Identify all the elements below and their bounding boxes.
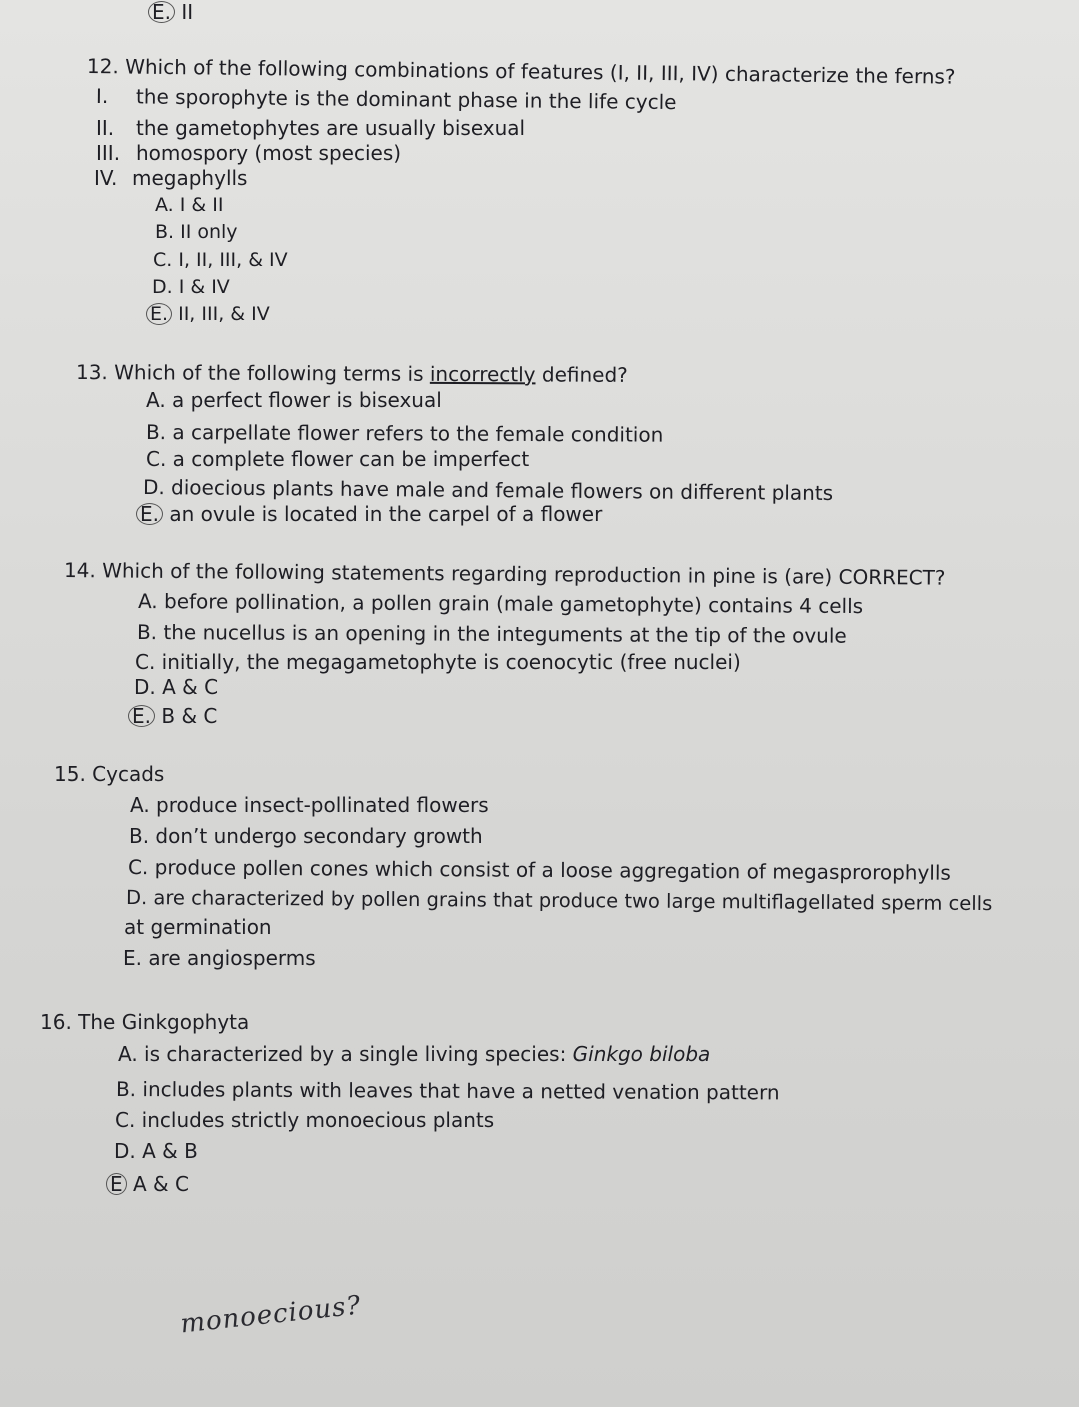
q12-option-c: C. I, II, III, & IV: [153, 249, 288, 271]
q15-stem: 15. Cycads: [54, 762, 165, 786]
q16-option-e-marked: E A & C: [110, 1172, 189, 1196]
q12-feature-2: II. the gametophytes are usually bisexual: [96, 116, 526, 140]
q13-option-b: B. a carpellate flower refers to the female condition: [145, 420, 664, 447]
q12-stem: 12. Which of the following combinations of features (I, II, III, IV) characterize the ferns?: [86, 54, 956, 89]
q16-option-a: A. is characterized by a single living species: Ginkgo biloba: [118, 1042, 711, 1066]
q14-option-b: B. the nucellus is an opening in the integuments at the tip of the ovule: [136, 620, 847, 648]
q12-option-d: D. I & IV: [152, 276, 230, 298]
answer-circle: E.: [136, 503, 163, 525]
top-fragment: E. II: [152, 0, 193, 24]
answer-circle: E.: [128, 705, 155, 727]
q13-option-d: D. dioecious plants have male and female flowers on different plants: [142, 475, 834, 506]
q14-option-d: D. A & C: [134, 675, 219, 699]
q13-option-e-marked: E. an ovule is located in the carpel of a flower: [140, 502, 602, 526]
q15-option-d-cont: at germination: [124, 915, 272, 939]
q16-option-d: D. A & B: [114, 1139, 198, 1163]
q13-option-a: A. a perfect flower is bisexual: [146, 388, 442, 412]
answer-circle: E: [106, 1173, 127, 1195]
handwritten-note: monoecious?: [178, 1290, 363, 1340]
q12-feature-4: IV. megaphylls: [94, 166, 248, 190]
q15-option-b: B. don’t undergo secondary growth: [129, 824, 483, 848]
q15-option-a: A. produce insect-pollinated flowers: [130, 793, 489, 817]
q12-option-a: A. I & II: [155, 194, 224, 216]
q15-option-d: D. are characterized by pollen grains that produce two large multiflagellated sperm cells: [125, 886, 993, 916]
q14-option-c: C. initially, the megagametophyte is coenocytic (free nuclei): [135, 650, 741, 674]
q15-option-c: C. produce pollen cones which consist of a loose aggregation of megasprorophylls: [127, 855, 951, 885]
answer-circle: E.: [148, 1, 175, 23]
q13-option-c: C. a complete flower can be imperfect: [146, 447, 530, 471]
q16-stem: 16. The Ginkgophyta: [40, 1010, 250, 1034]
q14-option-a: A. before pollination, a pollen grain (male gametophyte) contains 4 cells: [137, 589, 864, 619]
q12-feature-3: III. homospory (most species): [96, 141, 402, 165]
q14-stem: 14. Which of the following statements regarding reproduction in pine is (are) CORRECT?: [63, 558, 946, 590]
q13-stem: 13. Which of the following terms is incorrectly defined?: [75, 360, 628, 387]
q12-feature-1: I. the sporophyte is the dominant phase in the life cycle: [95, 84, 677, 115]
q16-option-c: C. includes strictly monoecious plants: [115, 1108, 495, 1132]
q12-option-b: B. II only: [155, 221, 238, 243]
q12-option-e-marked: E. II, III, & IV: [150, 302, 270, 326]
answer-circle: E.: [146, 303, 172, 325]
q14-option-e-marked: E. B & C: [132, 704, 217, 728]
q15-option-e: E. are angiosperms: [123, 946, 316, 970]
q16-option-b: B. includes plants with leaves that have a netted venation pattern: [115, 1077, 780, 1105]
